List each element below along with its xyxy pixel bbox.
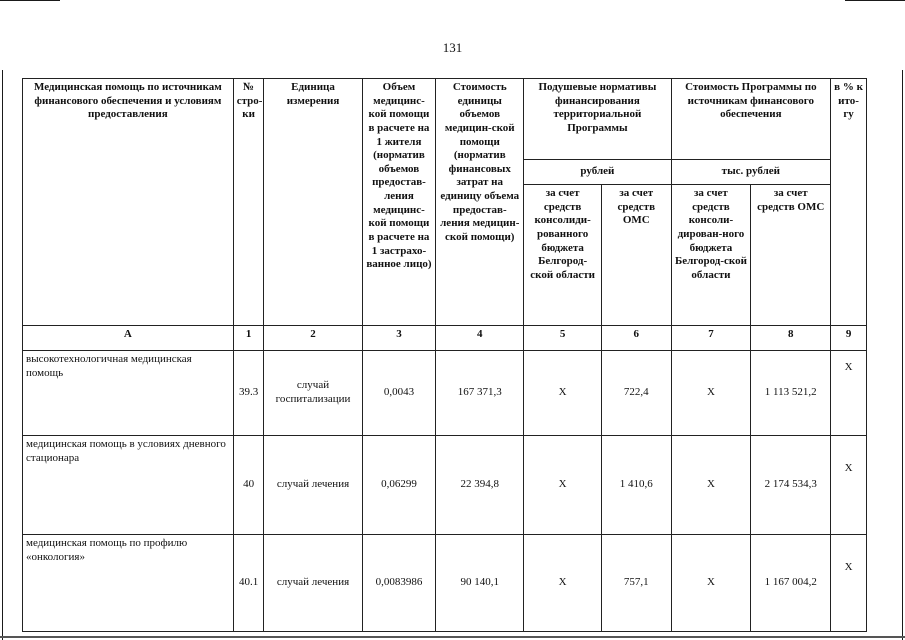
table-row <box>23 351 867 436</box>
scan-edge-top-right <box>845 0 905 1</box>
header-unit-thousand-rub: тыс. рублей <box>671 160 831 185</box>
scan-edge-left <box>2 70 3 640</box>
financing-table <box>22 78 867 632</box>
row-line-number: 40.1 <box>233 535 264 632</box>
row-budget-total: Х <box>671 535 751 632</box>
header-col-9: в % к ито-гу <box>831 79 867 326</box>
index-cell: А <box>23 326 234 351</box>
header-group-cost: Стоимость Программы по источникам финансового обеспечения <box>671 79 831 160</box>
index-cell: 4 <box>436 326 524 351</box>
index-cell: 6 <box>601 326 671 351</box>
header-col-7: за счет средств консоли-дирован-ного бюджета Белгород-ской области <box>671 185 751 326</box>
header-col-1: № стро-ки <box>233 79 264 326</box>
index-cell: 3 <box>362 326 436 351</box>
row-budget-total: Х <box>671 351 751 436</box>
row-volume: 0,06299 <box>362 436 436 535</box>
header-group-per-capita: Подушевые нормативы финансирования территориальной Программы <box>524 79 671 160</box>
row-oms-per-capita: 722,4 <box>601 351 671 436</box>
row-volume: 0,0083986 <box>362 535 436 632</box>
row-name: медицинская помощь в условиях дневного стационара <box>23 436 234 535</box>
row-line-number: 39.3 <box>233 351 264 436</box>
row-budget-per-capita: Х <box>524 351 602 436</box>
row-unit-cost: 22 394,8 <box>436 436 524 535</box>
header-col-a: Медицинская помощь по источникам финансового обеспечения и условиям предоставления <box>23 79 234 326</box>
header-row-1 <box>23 79 867 160</box>
header-col-2: Единица измерения <box>264 79 362 326</box>
row-unit: случай госпитализации <box>264 351 362 436</box>
row-unit-cost: 90 140,1 <box>436 535 524 632</box>
header-col-6: за счет средств ОМС <box>601 185 671 326</box>
header-col-4: Стоимость единицы объемов медицин-ской помощи (норматив финансовых затрат на единицу объема предостав-ления медицин-ской помощи) <box>436 79 524 326</box>
row-name: высокотехнологичная медицинская помощь <box>23 351 234 436</box>
index-cell: 5 <box>524 326 602 351</box>
table-row <box>23 535 867 632</box>
table-row <box>23 436 867 535</box>
row-percent: Х <box>831 535 867 632</box>
row-unit: случай лечения <box>264 535 362 632</box>
scan-edge-top-left <box>0 0 60 1</box>
row-name: медицинская помощь по профилю «онкология» <box>23 535 234 632</box>
row-budget-total: Х <box>671 436 751 535</box>
header-col-5: за счет средств консолиди-рованного бюджета Белгород-ской области <box>524 185 602 326</box>
page-number: 131 <box>442 40 463 55</box>
row-oms-total: 1 113 521,2 <box>751 351 831 436</box>
row-oms-per-capita: 1 410,6 <box>601 436 671 535</box>
index-cell: 2 <box>264 326 362 351</box>
row-oms-total: 1 167 004,2 <box>751 535 831 632</box>
column-index-row <box>23 326 867 351</box>
index-cell: 8 <box>751 326 831 351</box>
index-cell: 1 <box>233 326 264 351</box>
scan-edge-bottom <box>0 636 905 638</box>
index-cell: 7 <box>671 326 751 351</box>
header-unit-rub: рублей <box>524 160 671 185</box>
scan-edge-right <box>902 70 903 640</box>
row-unit-cost: 167 371,3 <box>436 351 524 436</box>
row-oms-per-capita: 757,1 <box>601 535 671 632</box>
row-budget-per-capita: Х <box>524 436 602 535</box>
header-col-8: за счет средств ОМС <box>751 185 831 326</box>
row-oms-total: 2 174 534,3 <box>751 436 831 535</box>
row-percent: Х <box>831 436 867 535</box>
row-line-number: 40 <box>233 436 264 535</box>
header-col-3: Объем медицинс-кой помощи в расчете на 1 жителя (норматив объемов предостав-ления медицинс-кой помощи в расчете на 1 застрахо-ванное лицо) <box>362 79 436 326</box>
index-cell: 9 <box>831 326 867 351</box>
row-percent: Х <box>831 351 867 436</box>
row-unit: случай лечения <box>264 436 362 535</box>
row-volume: 0,0043 <box>362 351 436 436</box>
row-budget-per-capita: Х <box>524 535 602 632</box>
